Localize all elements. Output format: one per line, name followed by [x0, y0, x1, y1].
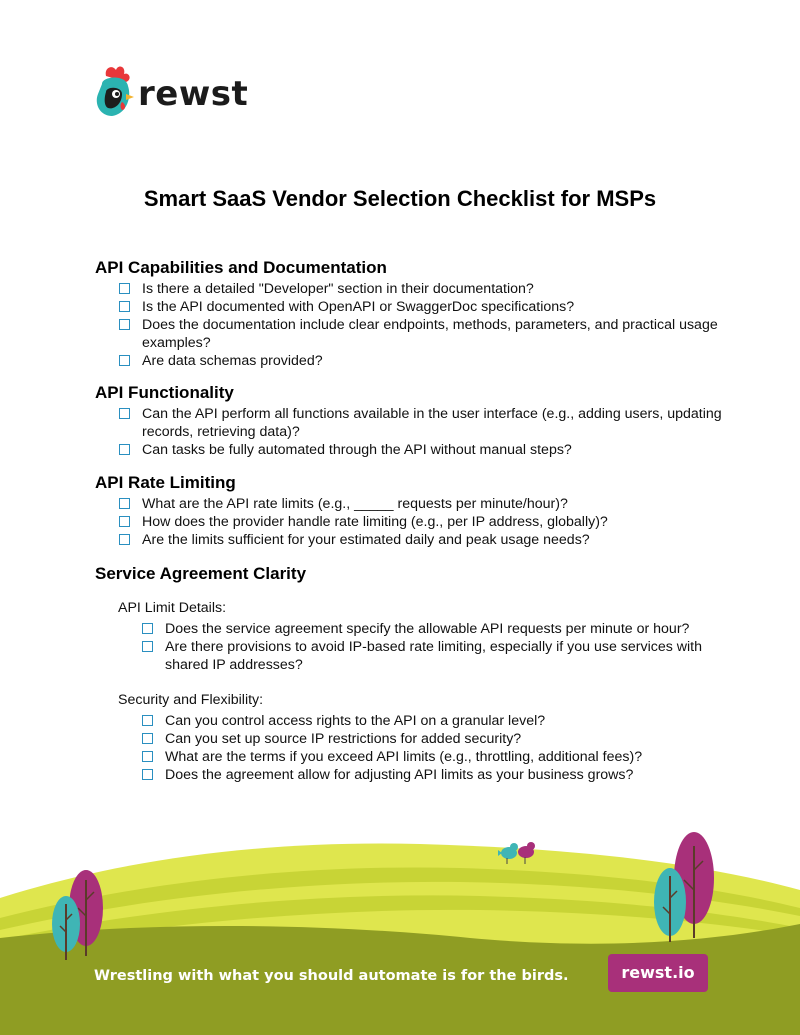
checklist-item[interactable]: Can the API perform all functions available in the user interface (e.g., adding users, updating records, retrieving data)? — [119, 405, 735, 441]
section-service-agreement — [95, 564, 715, 784]
page-title: Smart SaaS Vendor Selection Checklist for MSPs — [143, 186, 657, 211]
checkbox-icon[interactable] — [119, 444, 130, 455]
checklist-item[interactable]: What are the API rate limits (e.g., _____ requests per minute/hour)? — [119, 495, 735, 513]
checklist-item[interactable]: Is there a detailed "Developer" section in their documentation? — [119, 280, 735, 298]
checkbox-icon[interactable] — [142, 641, 153, 652]
group-label: Security and Flexibility: — [118, 692, 264, 708]
checklist-item[interactable]: Are data schemas provided? — [119, 352, 735, 370]
rewst-link-button[interactable]: rewst.io — [608, 954, 708, 992]
rooster-icon — [92, 64, 136, 120]
checklist-item[interactable]: Does the service agreement specify the allowable API requests per minute or hour? — [142, 620, 715, 638]
checkbox-icon[interactable] — [119, 319, 130, 330]
section-heading: API Functionality — [95, 383, 234, 402]
group-label: API Limit Details: — [118, 600, 227, 616]
checkbox-icon[interactable] — [119, 516, 130, 527]
section-heading: Service Agreement Clarity — [95, 564, 307, 583]
section-api-capabilities — [95, 258, 735, 370]
section-api-functionality — [95, 383, 735, 459]
checkbox-icon[interactable] — [119, 355, 130, 366]
checklist-item[interactable]: Can you control access rights to the API on a granular level? — [142, 712, 715, 730]
checkbox-icon[interactable] — [142, 733, 153, 744]
checklist-item[interactable]: Does the documentation include clear endpoints, methods, parameters, and practical usage examples? — [119, 316, 735, 352]
checklist-item[interactable]: Are there provisions to avoid IP-based rate limiting, especially if you use services with shared IP addresses? — [142, 638, 715, 674]
checklist-item[interactable]: Is the API documented with OpenAPI or SwaggerDoc specifications? — [119, 298, 735, 316]
rewst-logo — [92, 64, 252, 124]
checklist-item[interactable]: What are the terms if you exceed API limits (e.g., throttling, additional fees)? — [142, 748, 715, 766]
section-api-rate-limiting — [95, 473, 735, 549]
checkbox-icon[interactable] — [142, 751, 153, 762]
checkbox-icon[interactable] — [142, 715, 153, 726]
checkbox-icon[interactable] — [142, 769, 153, 780]
checkbox-icon[interactable] — [142, 623, 153, 634]
checkbox-icon[interactable] — [119, 301, 130, 312]
checkbox-icon[interactable] — [119, 283, 130, 294]
checklist-item[interactable]: How does the provider handle rate limiting (e.g., per IP address, globally)? — [119, 513, 735, 531]
checklist-item[interactable]: Does the agreement allow for adjusting API limits as your business grows? — [142, 766, 715, 784]
section-heading: API Rate Limiting — [95, 473, 236, 492]
checklist-item[interactable]: Are the limits sufficient for your estimated daily and peak usage needs? — [119, 531, 735, 549]
checkbox-icon[interactable] — [119, 534, 130, 545]
checkbox-icon[interactable] — [119, 408, 130, 419]
footer-tagline: Wrestling with what you should automate is for the birds. — [94, 968, 569, 984]
section-heading: API Capabilities and Documentation — [95, 258, 387, 277]
checklist-item[interactable]: Can you set up source IP restrictions for added security? — [142, 730, 715, 748]
checkbox-icon[interactable] — [119, 498, 130, 509]
footer-landscape — [0, 820, 800, 1035]
checklist-item[interactable]: Can tasks be fully automated through the API without manual steps? — [119, 441, 735, 459]
logo-wordmark: rewst — [138, 74, 249, 114]
